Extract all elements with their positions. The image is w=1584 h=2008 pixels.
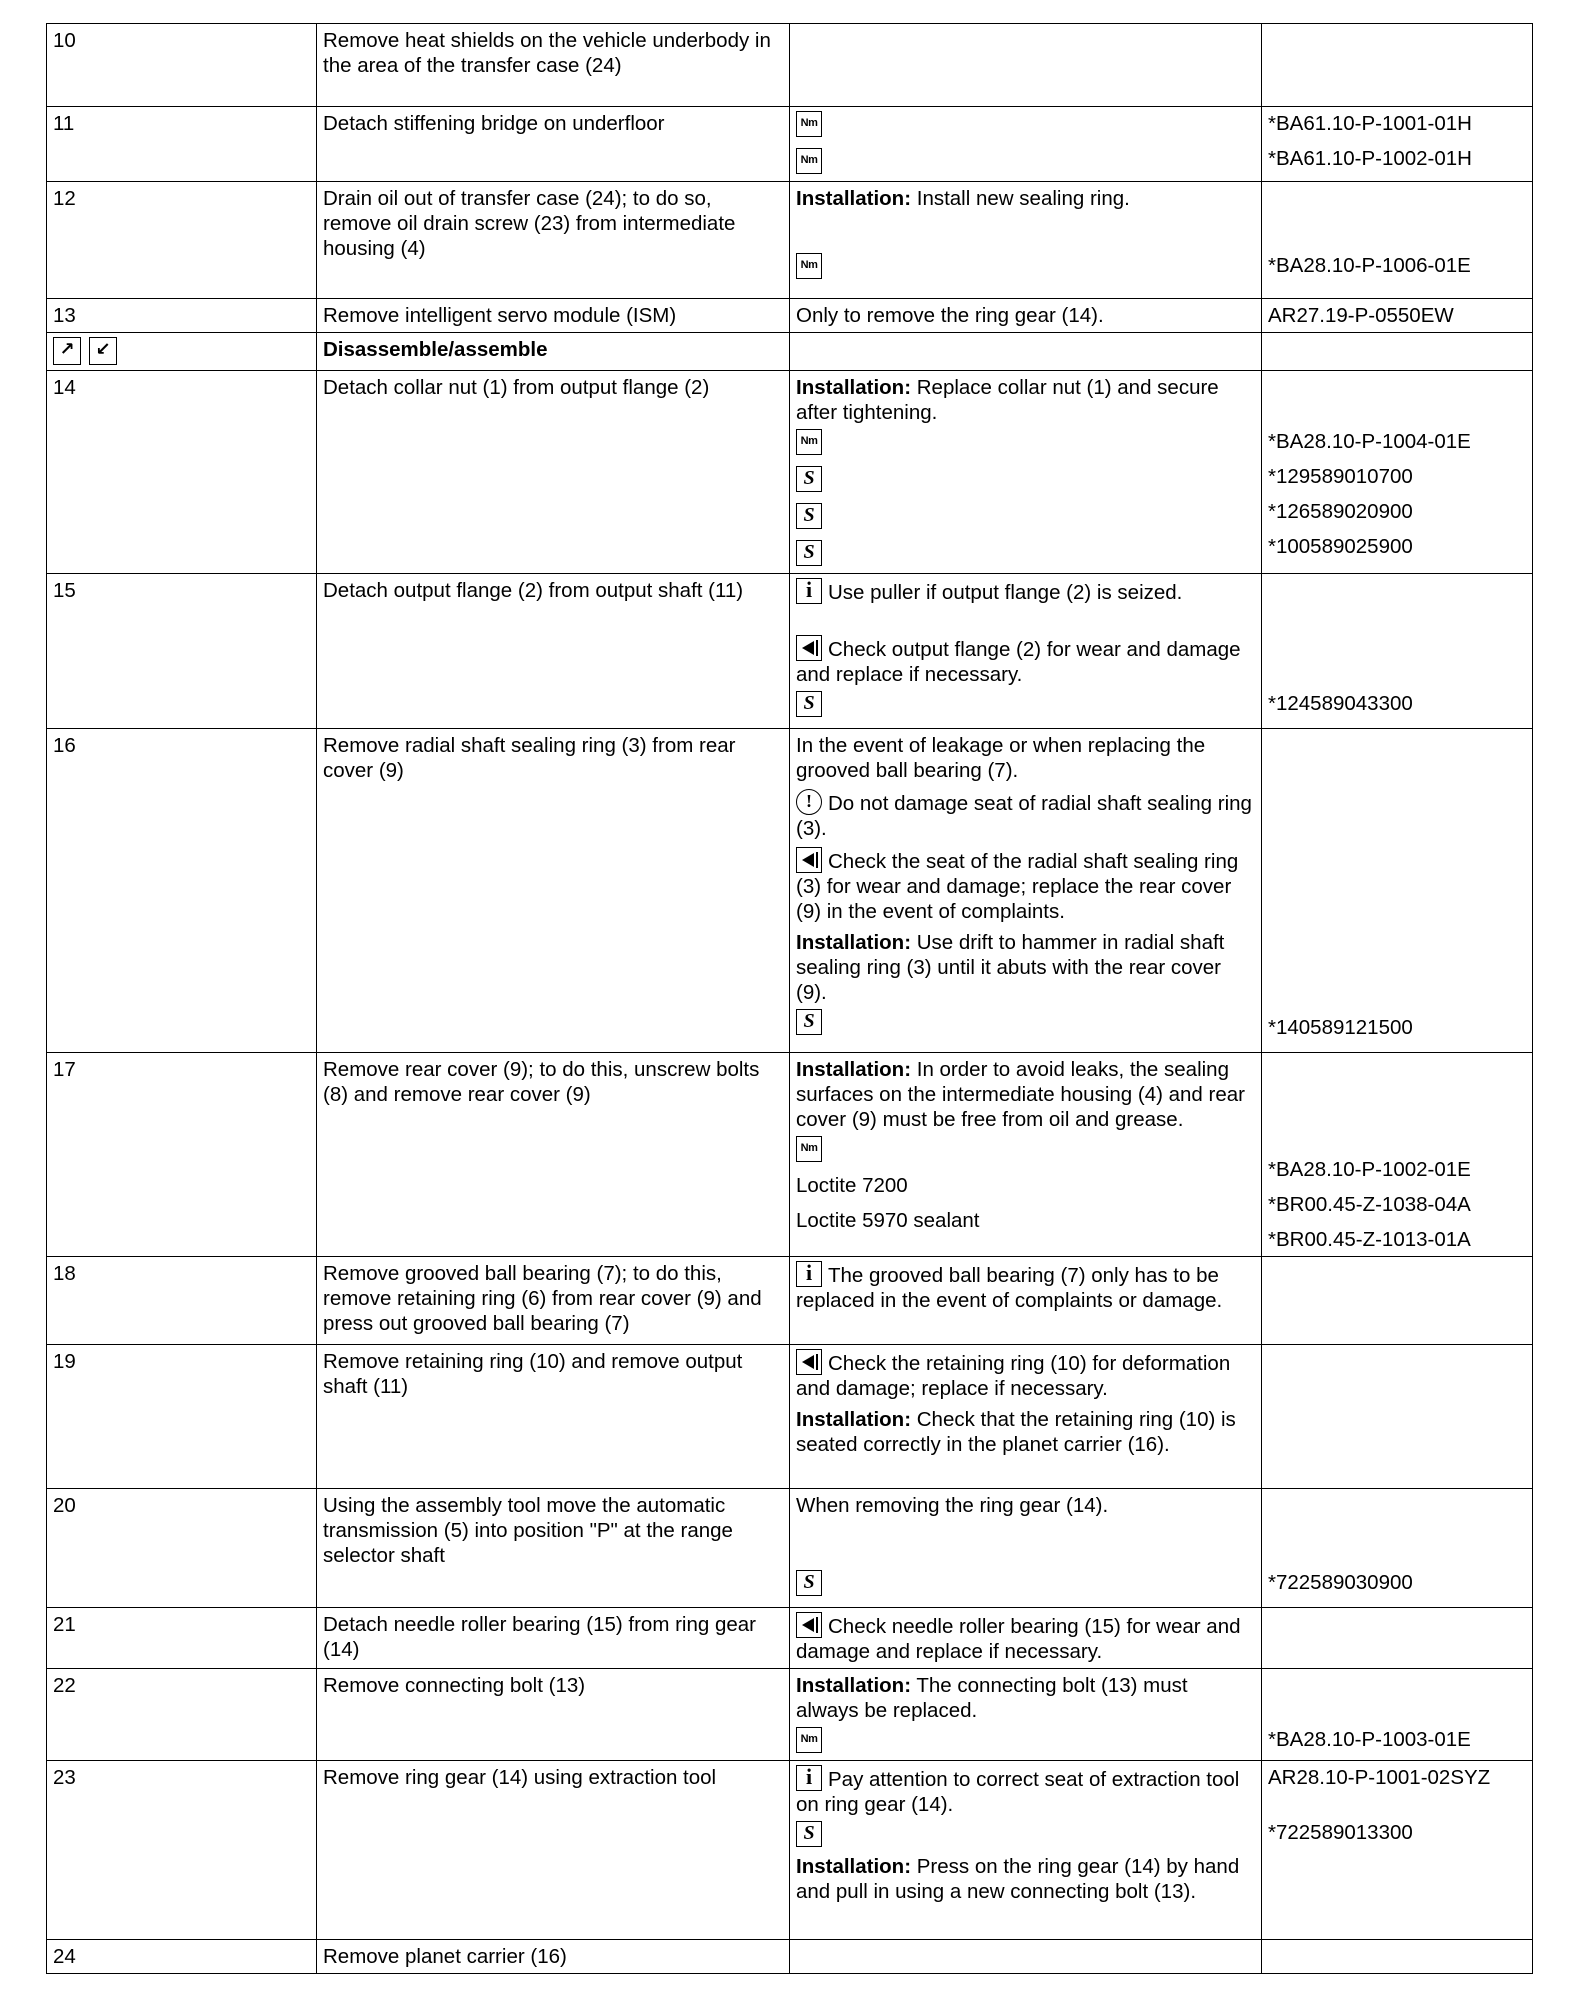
table-row	[47, 729, 1533, 1053]
step-action: Detach needle roller bearing (15) from ring gear (14)	[317, 1608, 790, 1669]
reference-link[interactable]: AR27.19-P-0550EW	[1262, 299, 1533, 333]
step-reference	[1262, 1608, 1533, 1669]
step-notes	[790, 182, 1262, 299]
step-reference	[1262, 24, 1533, 107]
special-tool-icon	[796, 540, 822, 566]
step-action: Remove heat shields on the vehicle underbody in the area of the transfer case (24)	[317, 24, 790, 107]
step-reference	[1262, 574, 1533, 729]
step-number: 23	[47, 1761, 317, 1940]
step-number: 19	[47, 1345, 317, 1489]
installation-text: Use drift to hammer in radial shaft sealing ring (3) until it abuts with the rear cover (9).	[796, 931, 1225, 1004]
step-number: 14	[47, 371, 317, 574]
step-notes	[790, 333, 1262, 371]
step-action: Remove grooved ball bearing (7); to do this, remove retaining ring (6) from rear cover (9) and press out grooved ball bearing (7)	[317, 1257, 790, 1345]
table-row	[47, 1489, 1533, 1608]
step-number: 20	[47, 1489, 317, 1608]
step-reference	[1262, 182, 1533, 299]
step-reference	[1262, 1053, 1533, 1257]
step-action: Remove ring gear (14) using extraction tool	[317, 1761, 790, 1940]
step-action: Remove retaining ring (10) and remove output shaft (11)	[317, 1345, 790, 1489]
step-notes: i Pay attention to correct seat of extraction tool on ring gear (14). S Installation: Press on the ring gear (14) by hand and pull in using a new connecting bolt (13).	[790, 1761, 1262, 1940]
installation-text: Replace collar nut (1) and secure after tightening.	[796, 376, 1219, 424]
step-notes	[790, 371, 1262, 574]
reference-link[interactable]: *722589013300	[1268, 1821, 1413, 1844]
special-tool-icon	[796, 503, 822, 529]
torque-icon	[796, 1136, 822, 1162]
material-name: Loctite 5970 sealant	[796, 1209, 980, 1232]
reference-link[interactable]: *140589121500	[1268, 1016, 1413, 1039]
step-number: 16	[47, 729, 317, 1053]
step-action: Remove radial shaft sealing ring (3) from rear cover (9)	[317, 729, 790, 1053]
reference-link[interactable]: *BA28.10-P-1006-01E	[1268, 254, 1471, 277]
step-number: 12	[47, 182, 317, 299]
special-tool-icon	[796, 691, 822, 717]
installation-label: Installation:	[796, 1855, 912, 1878]
step-action: Detach collar nut (1) from output flange (2)	[317, 371, 790, 574]
step-notes: In the event of leakage or when replacing the grooved ball bearing (7). !Do not damage seat of radial shaft sealing ring (3). Check the seat of the radial shaft sealing ring (3) for wear and damage; replace the rear cover (9) in the event of complaints. Installation: Use drift to hammer in radial shaft sealing ring (3) until it abuts with the rear cover (9). S	[790, 729, 1262, 1053]
reference-link[interactable]: *100589025900	[1268, 535, 1413, 558]
collapse-icon[interactable]	[89, 337, 117, 365]
step-notes	[790, 107, 1262, 182]
step-reference	[1262, 1761, 1533, 1940]
check-icon	[796, 635, 822, 661]
step-notes	[790, 1940, 1262, 1974]
step-number: 21	[47, 1608, 317, 1669]
caution-icon	[796, 789, 822, 815]
step-notes: Check the retaining ring (10) for deformation and damage; replace if necessary. Installation: Check that the retaining ring (10) is seated correctly in the planet carrier (16).	[790, 1345, 1262, 1489]
step-reference	[1262, 1940, 1533, 1974]
reference-link[interactable]: *BA61.10-P-1001-01H	[1268, 112, 1472, 135]
info-icon	[796, 1765, 822, 1791]
step-reference	[1262, 1669, 1533, 1761]
installation-label: Installation:	[796, 931, 912, 954]
table-row	[47, 1669, 1533, 1761]
reference-link[interactable]: *BR00.45-Z-1013-01A	[1268, 1228, 1471, 1251]
table-row	[47, 182, 1533, 299]
table-row	[47, 1608, 1533, 1669]
table-row	[47, 1257, 1533, 1345]
step-reference	[1262, 107, 1533, 182]
installation-label: Installation:	[796, 376, 912, 399]
table-row	[47, 1761, 1533, 1940]
torque-icon	[796, 429, 822, 455]
reference-link[interactable]: *BA28.10-P-1002-01E	[1268, 1158, 1471, 1181]
step-action: Remove planet carrier (16)	[317, 1940, 790, 1974]
step-number: 11	[47, 107, 317, 182]
step-reference	[1262, 729, 1533, 1053]
installation-label: Installation:	[796, 187, 912, 210]
table-row	[47, 1940, 1533, 1974]
step-reference	[1262, 371, 1533, 574]
special-tool-icon	[796, 466, 822, 492]
step-notes: When removing the ring gear (14). S	[790, 1489, 1262, 1608]
installation-text: Press on the ring gear (14) by hand and pull in using a new connecting bolt (13).	[796, 1855, 1240, 1903]
reference-link[interactable]: *722589030900	[1268, 1571, 1413, 1594]
step-number: 15	[47, 574, 317, 729]
section-heading: Disassemble/assemble	[317, 333, 790, 371]
step-reference	[1262, 1489, 1533, 1608]
check-icon	[796, 847, 822, 873]
info-icon	[796, 578, 822, 604]
step-notes	[790, 24, 1262, 107]
step-reference	[1262, 333, 1533, 371]
step-action: Using the assembly tool move the automatic transmission (5) into position "P" at the range selector shaft	[317, 1489, 790, 1608]
torque-icon	[796, 148, 822, 174]
special-tool-icon	[796, 1009, 822, 1035]
table-row	[47, 1345, 1533, 1489]
step-action: Remove rear cover (9); to do this, unscrew bolts (8) and remove rear cover (9)	[317, 1053, 790, 1257]
step-number: 10	[47, 24, 317, 107]
step-notes: iThe grooved ball bearing (7) only has to be replaced in the event of complaints or damage.	[790, 1257, 1262, 1345]
torque-icon	[796, 1727, 822, 1753]
step-notes: Only to remove the ring gear (14).	[790, 299, 1262, 333]
step-action: Detach output flange (2) from output shaft (11)	[317, 574, 790, 729]
installation-label: Installation:	[796, 1408, 912, 1431]
step-action: Remove intelligent servo module (ISM)	[317, 299, 790, 333]
table-row	[47, 107, 1533, 182]
torque-icon	[796, 111, 822, 137]
table-row	[47, 24, 1533, 107]
torque-icon	[796, 253, 822, 279]
step-notes: Check needle roller bearing (15) for wear and damage and replace if necessary.	[790, 1608, 1262, 1669]
step-action: Remove connecting bolt (13)	[317, 1669, 790, 1761]
section-icons	[47, 333, 317, 371]
special-tool-icon	[796, 1570, 822, 1596]
table-row	[47, 371, 1533, 574]
table-row	[47, 1053, 1533, 1257]
procedure-table	[46, 23, 1533, 1974]
step-number: 24	[47, 1940, 317, 1974]
step-notes	[790, 1669, 1262, 1761]
installation-text: The connecting bolt (13) must always be replaced.	[796, 1674, 1188, 1722]
special-tool-icon	[796, 1821, 822, 1847]
installation-text: Install new sealing ring.	[911, 187, 1130, 210]
reference-link[interactable]: *129589010700	[1268, 465, 1413, 488]
step-number: 18	[47, 1257, 317, 1345]
step-action: Detach stiffening bridge on underfloor	[317, 107, 790, 182]
reference-link[interactable]: *124589043300	[1268, 692, 1413, 715]
check-icon	[796, 1612, 822, 1638]
check-icon	[796, 1349, 822, 1375]
table-row	[47, 333, 1533, 371]
step-reference	[1262, 1345, 1533, 1489]
info-icon	[796, 1261, 822, 1287]
step-notes	[790, 1053, 1262, 1257]
reference-link[interactable]: *BA28.10-P-1003-01E	[1268, 1728, 1471, 1751]
step-number: 22	[47, 1669, 317, 1761]
reference-link[interactable]: *BR00.45-Z-1038-04A	[1268, 1193, 1471, 1216]
table-row	[47, 299, 1533, 333]
step-action: Drain oil out of transfer case (24); to do so, remove oil drain screw (23) from intermediate housing (4)	[317, 182, 790, 299]
expand-icon[interactable]	[53, 337, 81, 365]
installation-text: In order to avoid leaks, the sealing surfaces on the intermediate housing (4) and rear cover (9) must be free from oil and grease.	[796, 1058, 1245, 1131]
installation-text: Check that the retaining ring (10) is seated correctly in the planet carrier (16).	[796, 1408, 1236, 1456]
step-notes: i Use puller if output flange (2) is seized. Check output flange (2) for wear and damage and replace if necessary. S	[790, 574, 1262, 729]
table-row	[47, 574, 1533, 729]
step-number: 13	[47, 299, 317, 333]
installation-label: Installation:	[796, 1674, 912, 1697]
reference-link[interactable]: AR28.10-P-1001-02SYZ	[1268, 1766, 1491, 1789]
installation-label: Installation:	[796, 1058, 912, 1081]
step-reference	[1262, 1257, 1533, 1345]
reference-link[interactable]: *BA28.10-P-1004-01E	[1268, 430, 1471, 453]
material-name: Loctite 7200	[796, 1174, 908, 1197]
reference-link[interactable]: *BA61.10-P-1002-01H	[1268, 147, 1472, 170]
step-number: 17	[47, 1053, 317, 1257]
reference-link[interactable]: *126589020900	[1268, 500, 1413, 523]
